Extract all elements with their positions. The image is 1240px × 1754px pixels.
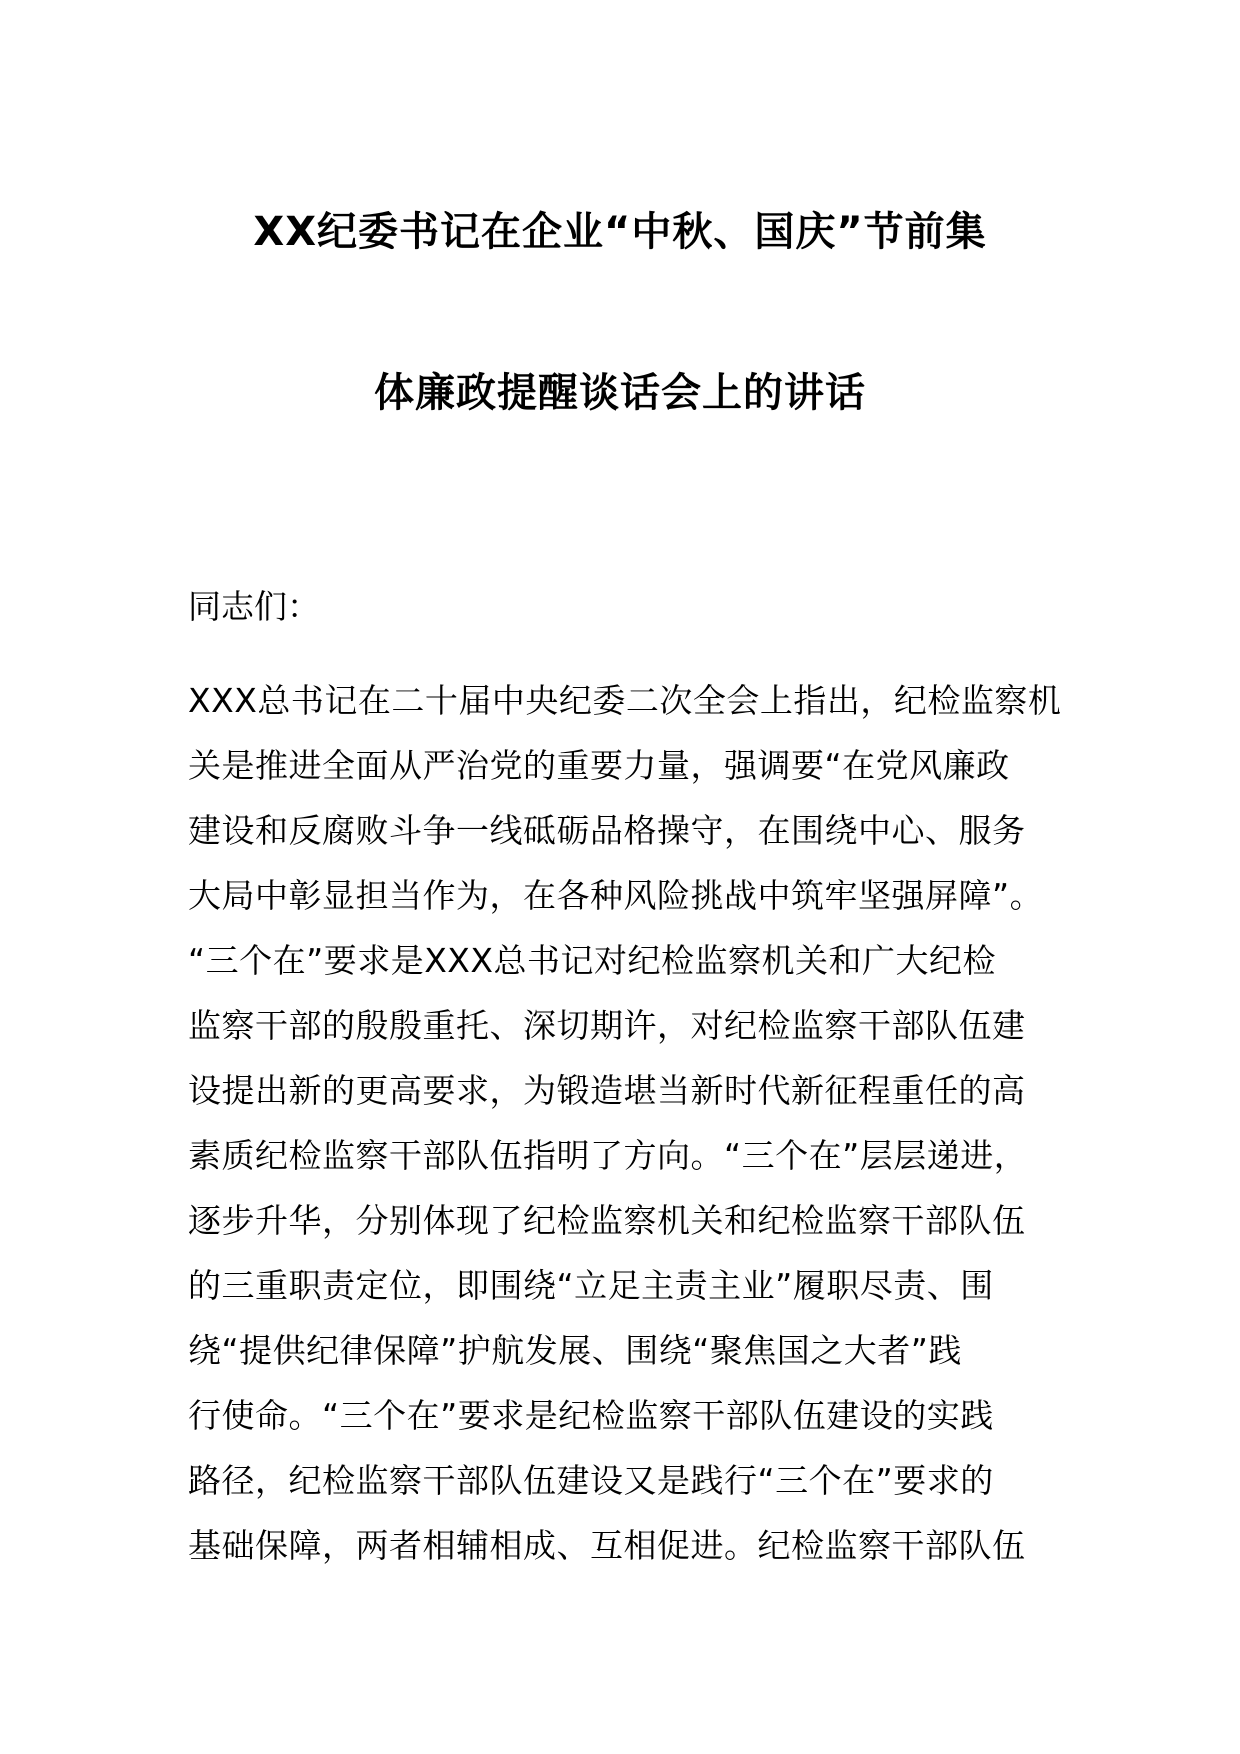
- body-line: 绕“提供纪律保障”护航发展、围绕“聚焦国之大者”践: [188, 1331, 962, 1370]
- salutation: 同志们：: [188, 587, 320, 626]
- body-line: 设提出新的更高要求，为锻造堪当新时代新征程重任的高: [188, 1071, 1026, 1110]
- body-line: 建设和反腐败斗争一线砥砺品格操守，在围绕中心、服务: [188, 811, 1026, 850]
- body-paragraph: [188, 668, 1068, 1578]
- body-line: 大局中彰显担当作为，在各种风险挑战中筑牢坚强屏障”。: [188, 876, 1044, 915]
- body-line: 素质纪检监察干部队伍指明了方向。“三个在”层层递进，: [188, 1136, 1028, 1175]
- document-title-line-2: 体廉政提醒谈话会上的讲话: [374, 370, 866, 416]
- body-line: “三个在”要求是XXX总书记对纪检监察机关和广大纪检: [188, 941, 997, 980]
- document-title-line-1: XX纪委书记在企业“中秋、国庆”节前集: [253, 209, 987, 255]
- body-line: 行使命。“三个在”要求是纪检监察干部队伍建设的实践: [188, 1396, 994, 1435]
- body-line: 基础保障，两者相辅相成、互相促进。纪检监察干部队伍: [188, 1526, 1026, 1565]
- body-line: 路径，纪检监察干部队伍建设又是践行“三个在”要求的: [188, 1461, 994, 1500]
- body-line: XXX总书记在二十届中央纪委二次全会上指出，纪检监察机: [188, 681, 1062, 720]
- body-line: 关是推进全面从严治党的重要力量，强调要“在党风廉政: [188, 746, 1010, 785]
- body-line: 的三重职责定位，即围绕“立足主责主业”履职尽责、围: [188, 1266, 994, 1305]
- body-line: 逐步升华，分别体现了纪检监察机关和纪检监察干部队伍: [188, 1201, 1026, 1240]
- body-line: 监察干部的殷殷重托、深切期许，对纪检监察干部队伍建: [188, 1006, 1026, 1045]
